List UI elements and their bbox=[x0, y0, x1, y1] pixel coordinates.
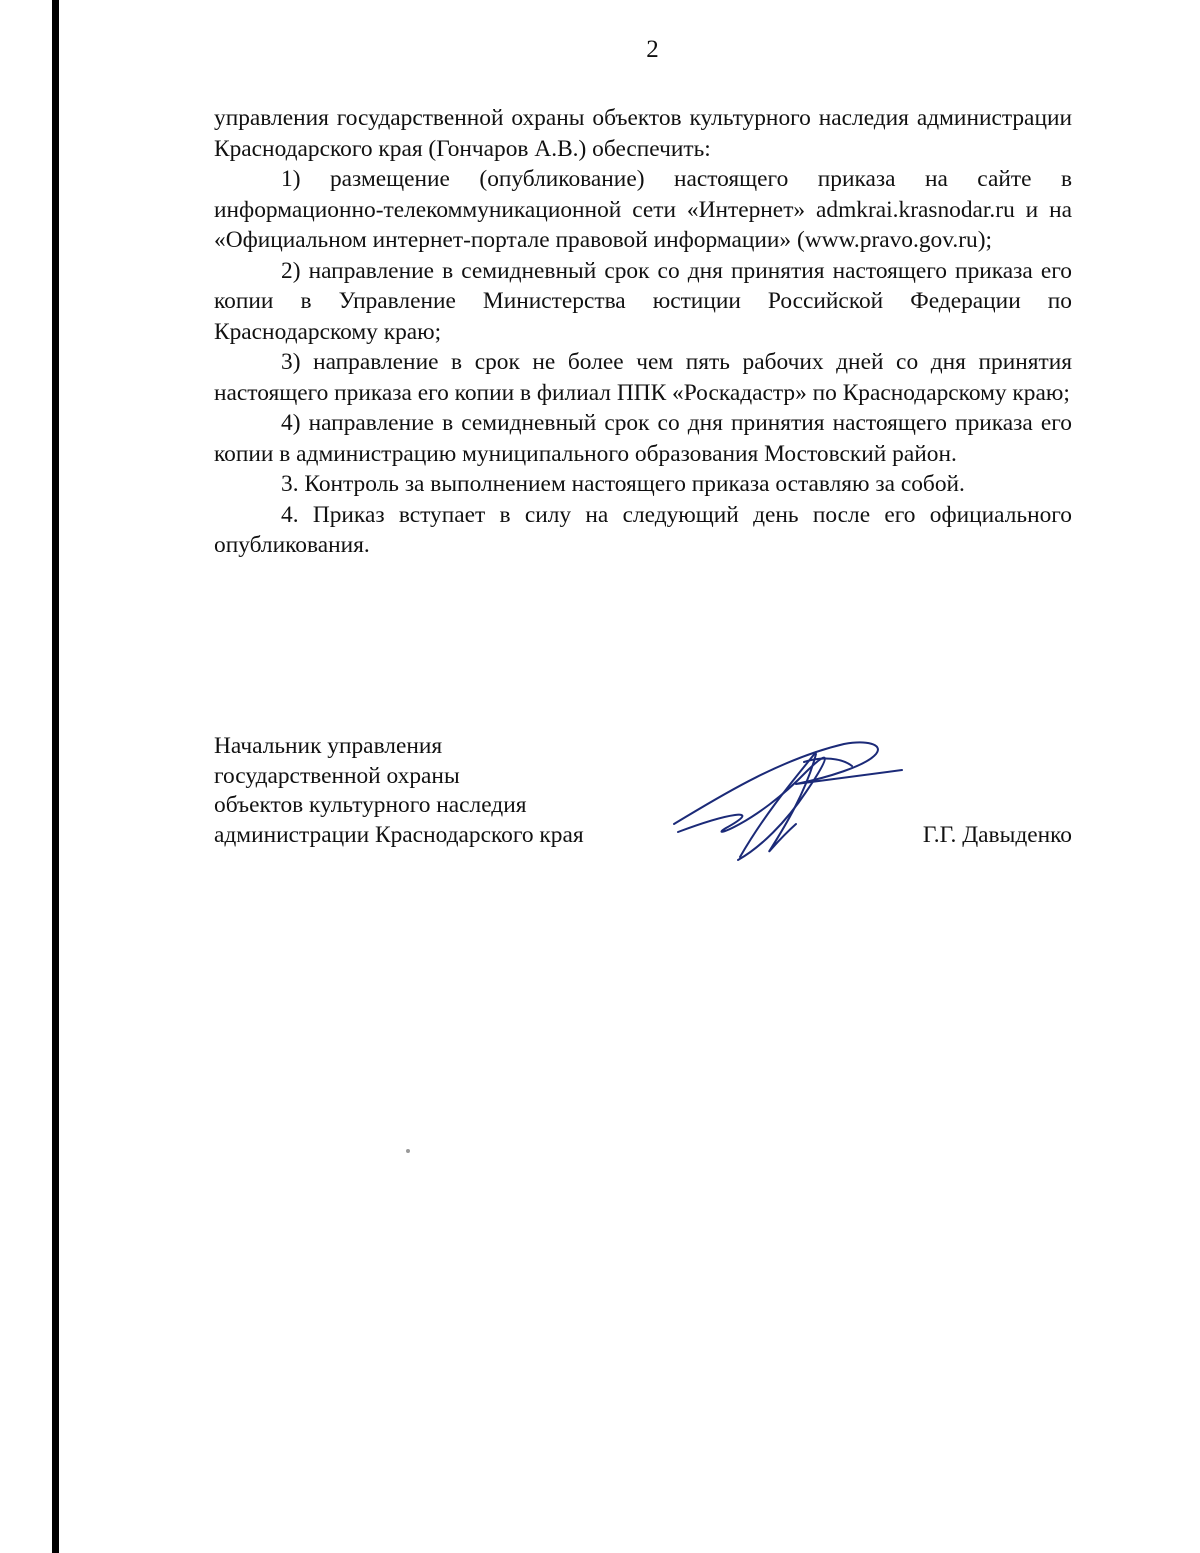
handwritten-signature bbox=[666, 732, 906, 867]
paragraph-item-2: 2) направление в семидневный срок со дня принятия настоящего приказа его копии в Управление Министерства юстиции Российской Федерации по Краснодарскому краю; bbox=[214, 257, 1072, 345]
document-body bbox=[214, 103, 1072, 561]
signature-block bbox=[214, 732, 1072, 872]
paragraph-intro: управления государственной охраны объектов культурного наследия администрации Краснодарского края (Гончаров А.В.) обеспечить: bbox=[214, 105, 1072, 162]
paragraph-item-4: 4) направление в семидневный срок со дня принятия настоящего приказа его копии в администрацию муниципального образования Мостовский район. bbox=[214, 410, 1072, 467]
paragraph-clause-4: 4. Приказ вступает в силу на следующий день после его официального опубликования. bbox=[214, 501, 1072, 558]
page-number: 2 bbox=[646, 36, 659, 63]
paragraph-item-1: 1) размещение (опубликование) настоящего приказа на сайте в информационно-телекоммуникационной сети «Интернет» admkrai.krasnodar.ru и на «Официальном интернет-портале правовой информации» (www.pravo.gov.ru); bbox=[214, 166, 1072, 253]
signer-position-title: Начальник управления государственной охраны объектов культурного наследия администрации Краснодарского края bbox=[214, 733, 584, 848]
scan-speck bbox=[406, 1149, 410, 1153]
paragraph-item-3: 3) направление в срок не более чем пять рабочих дней со дня принятия настоящего приказа его копии в филиал ППК «Роскадастр» по Краснодарскому краю; bbox=[214, 349, 1072, 406]
signer-name: Г.Г. Давыденко bbox=[922, 822, 1072, 848]
paragraph-clause-3: 3. Контроль за выполнением настоящего приказа оставляю за собой. bbox=[281, 471, 965, 497]
scan-edge bbox=[52, 0, 59, 1553]
